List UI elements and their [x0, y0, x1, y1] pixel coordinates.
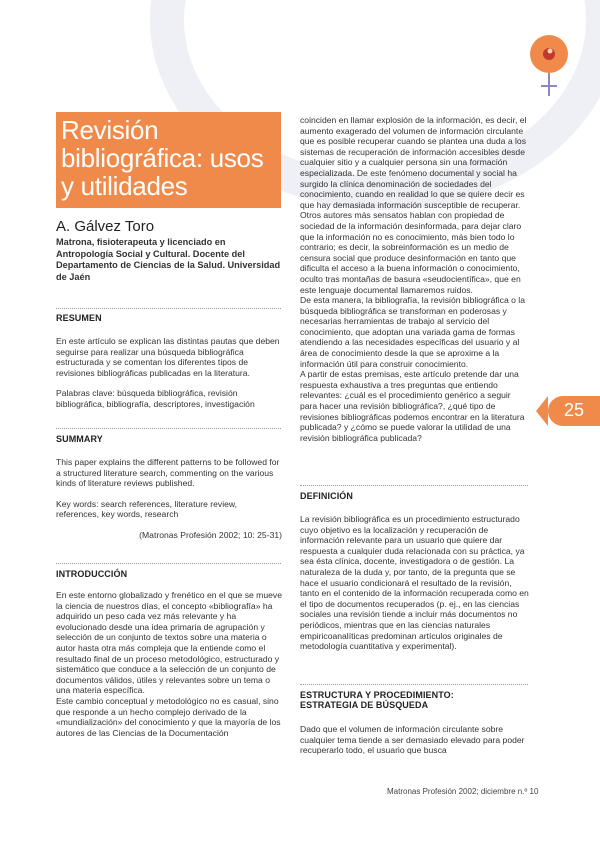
page-footer: Matronas Profesión 2002; diciembre n.º 10 — [387, 787, 539, 796]
journal-logo-icon — [524, 30, 574, 100]
estructura-section — [300, 724, 530, 756]
definicion-body: La revisión bibliográfica es un procedimiento estructurado cuyo objetivo es la localización y recuperación de información relevante para un usuario que quiere dar respuesta a cualquier duda relacionada con su práctica, ya sea ésta clínica, docente, investigadora o de gestión. La naturaleza de la duda y, por tanto, de la pregunta que se hace el usuario condicionará el resultado de la revisión, tanto en el contenido de la información recuperada como en el tipo de documentos recuperados (p. ej., en las ciencias sociales una revisión tiende a incluir más documentos no periódicos, mientras que en las ciencias naturales empiricoanalíticas predominan artículos originales de metodología cuantitativa y experimental). — [300, 514, 529, 652]
definicion-section — [300, 514, 530, 652]
author-name: A. Gálvez Toro — [56, 218, 155, 235]
summary-keywords: Key words: search references, literature review, references, key words, research — [56, 498, 238, 520]
body-paragraph: De esta manera, la bibliografía, la revisión bibliográfica o la búsqueda bibliográfica se transforman en poderosas y necesarias herramientas de trabajo al servicio del conocimiento, que adoptan una variada gama de formas atendiendo a las necesidades específicas del usuario y al área de conocimiento desde la que se aproxime a la información útil para construir conocimiento. — [300, 295, 525, 369]
author-affiliation: Matrona, fisioterapeuta y licenciado en Antropología Social y Cultural. Docente del Departamento de Ciencias de la Salud. Universidad de Jaén — [56, 237, 281, 282]
introduccion-section — [56, 590, 282, 738]
divider — [56, 308, 281, 309]
resumen-body: En este artículo se explican las distintas pautas que deben seguirse para realizar una búsqueda bibliográfica estructurada y se comentan los diferentes tipos de revisiones bibliográficas publicadas en la literatura. — [56, 336, 280, 378]
body-paragraph: coinciden en llamar explosión de la información, es decir, el aumento exagerado del volumen de información circulante que es posible recuperar cuando se plantea una duda a los sistemas de recuperación de información accesibles desde cualquier sitio y a cualquier persona sin una formación especializada. De este fenómeno documental y social ha surgido la clínica denominación de sociedades del conocimiento, cuando en realidad lo que se quiere decir es que hay demasiada información susceptible de recuperar. Otros autores más sensatos hablan con propiedad de sociedad de la información desinformada, para dejar claro que la información no es conocimiento, más bien todo lo contrario; es decir, la sobreinformación es un medio de censura social que produce desinformación en tanto que dificulta el acceso a la buena información o conocimiento, oculto tras montañas de basura «seudocientífica», que en este lenguaje documental llamaremos ruidos. — [300, 115, 527, 295]
estructura-heading-line1: ESTRUCTURA Y PROCEDIMIENTO: — [300, 690, 454, 700]
page-number: 25 — [564, 400, 585, 420]
resumen-section — [56, 336, 282, 410]
estructura-heading — [300, 690, 454, 710]
right-column-text — [300, 115, 530, 443]
citation: (Matronas Profesión 2002; 10: 25-31) — [139, 529, 282, 540]
article-title: Revisión bibliográfica: usos y utilidades — [61, 115, 264, 201]
introduccion-heading: INTRODUCCIÓN — [56, 569, 128, 579]
resumen-heading: RESUMEN — [56, 313, 102, 323]
estructura-body: Dado que el volumen de información circulante sobre cualquier tema tiende a ser demasiado elevado para poder recuperarlo todo, el usuario que busca — [300, 724, 525, 756]
tab-arrow — [536, 396, 548, 426]
definicion-heading: DEFINICIÓN — [300, 491, 354, 501]
page-number-tab — [548, 396, 600, 426]
resumen-keywords: Palabras clave: búsqueda bibliográfica, revisión bibliográfica, bibliografía, descriptores, investigación — [56, 388, 255, 409]
divider — [300, 684, 528, 685]
estructura-heading-line2: ESTRATEGIA DE BÚSQUEDA — [300, 700, 429, 710]
summary-heading: SUMMARY — [56, 434, 103, 444]
divider — [56, 563, 281, 564]
introduccion-paragraph: Este cambio conceptual y metodológico no es casual, sino que responde a un hecho complejo derivado de la «mundialización» del conocimiento y que la mayoría de los autores de las Ciencias de la Documentación — [56, 695, 281, 738]
title-box — [56, 112, 281, 208]
summary-body: This paper explains the different patterns to be followed for a structured literature search, commenting on the various kinds of literature reviews published. — [56, 457, 280, 489]
introduccion-paragraph: En este entorno globalizado y frenético en el que se mueve la ciencia de nuestros días, el concepto «bibliografía» ha adquirido un peso cada vez más relevante y ha evolucionado desde una idea primaria de agrupación y selección de un conjunto de textos sobre una materia o autor hasta otra más compleja que la entiende como el resultado final de un proceso metodológico, estructurado y sistemático que conduce a la selección de un conjunto de documentos válidos, útiles y relevantes sobre un tema o una materia específica. — [56, 590, 282, 696]
body-paragraph: A partir de estas premisas, este artículo pretende dar una respuesta exhaustiva a tres preguntas que entiendo relevantes: ¿cuál es el procedimiento genérico a seguir para hacer una revisión bibliográfica?, ¿qué tipo de revisiones bibliográficas podemos encontrar en la literatura publicada? y ¿cómo se puede valorar la utilidad de una revisión bibliográfica publicada? — [300, 369, 525, 443]
summary-section — [56, 457, 282, 541]
divider — [56, 428, 281, 429]
divider — [300, 485, 528, 486]
